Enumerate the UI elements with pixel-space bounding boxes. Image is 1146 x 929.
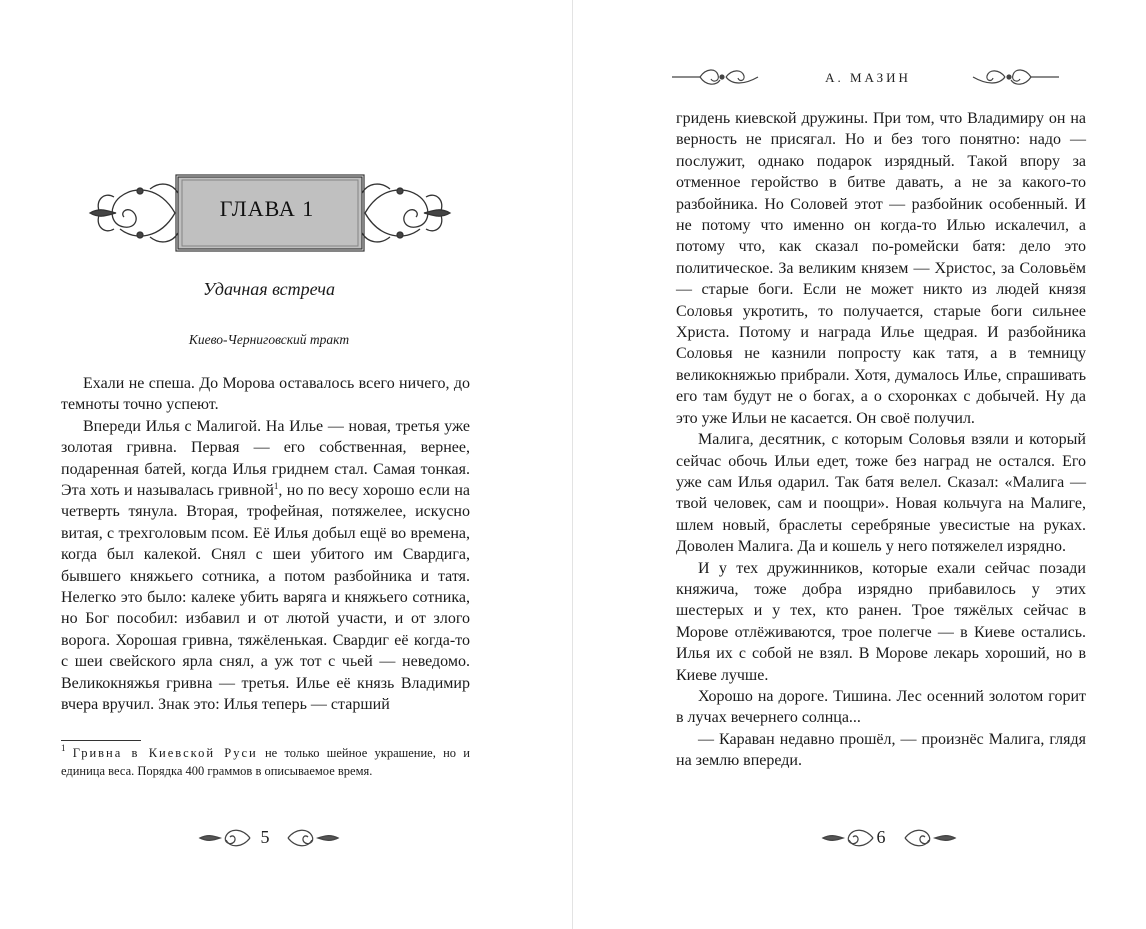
page-number-left: 5: [260, 827, 270, 847]
paragraph: И у тех дружинников, которые ехали сейчас позади княжича, тоже добра изрядно прибавилось у этих шестерых и у тех, кто ранен. Трое тяжёлых сейчас в Морове отлёживаются, трое полегче — в Киеве остались. Илья их с собой не взял. В Морове лекарь хороший, но в Киеве лучше.: [676, 559, 1086, 684]
page-ornament-right-icon: [286, 824, 340, 852]
paragraph: гридень киевской дружины. При том, что Владимиру он на верность не присягал. Но и без того понятно: надо — послужит, однако подарок изрядный. Такой впору за отменное геройство в битве давать, а не за какого-то разбойника. Но Соловей этот — разбойник особенный. И не потому что именно он когда-то Илью искалечил, а потому что, как сказал по-ромейски батя: дело это политическое. За великим князем — Христос, за Соловьём — старые боги. Если не может никто из людей князя Соловья укротить, то получается, старые боги сильнее Христа. Потому и награда Илье щедрая. И разбойника Соловья не казнили попросту как татя, а в темницу великокняжью прибрали. Хотя, думалось Илье, спрашивать его там будут не о богах, а о схоронках с добычей. Ну да это уже Ильи не касается. Он своё получил.: [676, 110, 1086, 427]
page-ornament-left-icon: [198, 824, 252, 852]
location-heading: Киево-Черниговский тракт: [188, 332, 350, 347]
chapter-label: ГЛАВА 1: [219, 196, 315, 221]
paragraph: Малига, десятник, с которым Соловья взяли и который сейчас обочь Ильи едет, тоже без наград не остался. Его уже сам Илья одарил. Так батя велел. Сказал: «Малига — твой человек, сам и поощри». Новая кольчуга на Малиге, шлем новый, браслеты серебряные увесистые на руках. Доволен Малига. Да и кошель у него потяжелел изрядно.: [676, 431, 1086, 556]
paragraph: Впереди Илья с Малигой. На Илье — новая, третья уже золотая гривна. Первая — его собственная, вернее, подаренная батей, когда Илья гриднем стал. Самая тонкая. Эта хоть и называлась гривной$^1$, но по весу хорошо если на четверть тянула. Вторая, трофейная, потяжелее, искусно витая, с трехголовым псом. Её Илья добыл ещё во времена, когда был калекой. Снял с шеи убитого им Свардига, бывшего княжьего сотника, а потом разбойника и татя. Нелегко это было: калеке убить варяга и княжьего сотника, но Бог пособил: избавил и от лютой участи, и от злого ворога. Хорошая гривна, тяжёленькая. Свардиг её когда-то с шеи свейского ярла снял, а уж тот с чьей — неведомо. Великокняжья гривна — третья. Илье её князь Владимир вчера вручил. Знак это: Илья теперь — старший: [61, 417, 471, 714]
header-ornament-right-icon: [971, 66, 1061, 88]
footnote-ref: 1: [273, 481, 279, 492]
paragraph: — Караван недавно прошёл, — произнёс Малига, глядя на землю впереди.: [676, 730, 1086, 770]
paragraph: Ехали не спеша. До Морова оставалось всего ничего, до темноты точно успеют.: [61, 375, 470, 414]
left-page: [0, 0, 572, 929]
running-head: А. МАЗИН: [825, 70, 911, 85]
header-ornament-left-icon: [670, 66, 760, 88]
page-number-right: 6: [876, 827, 886, 847]
page-ornament-right-icon: [903, 824, 957, 852]
body-text-right: [676, 108, 1086, 772]
paragraph: Хорошо на дороге. Тишина. Лес осенний золотом горит в лучах вечернего солнца...: [676, 687, 1086, 727]
chapter-title: Удачная встреча: [202, 279, 336, 299]
footnote-divider: [61, 740, 141, 741]
body-text-left: [61, 373, 470, 716]
footnote: $^1$ Гривна в Киевской Руси не только шейное украшение, но и единица веса. Порядка 400 граммов в описываемое время.: [61, 743, 470, 778]
right-page: [573, 0, 1146, 929]
